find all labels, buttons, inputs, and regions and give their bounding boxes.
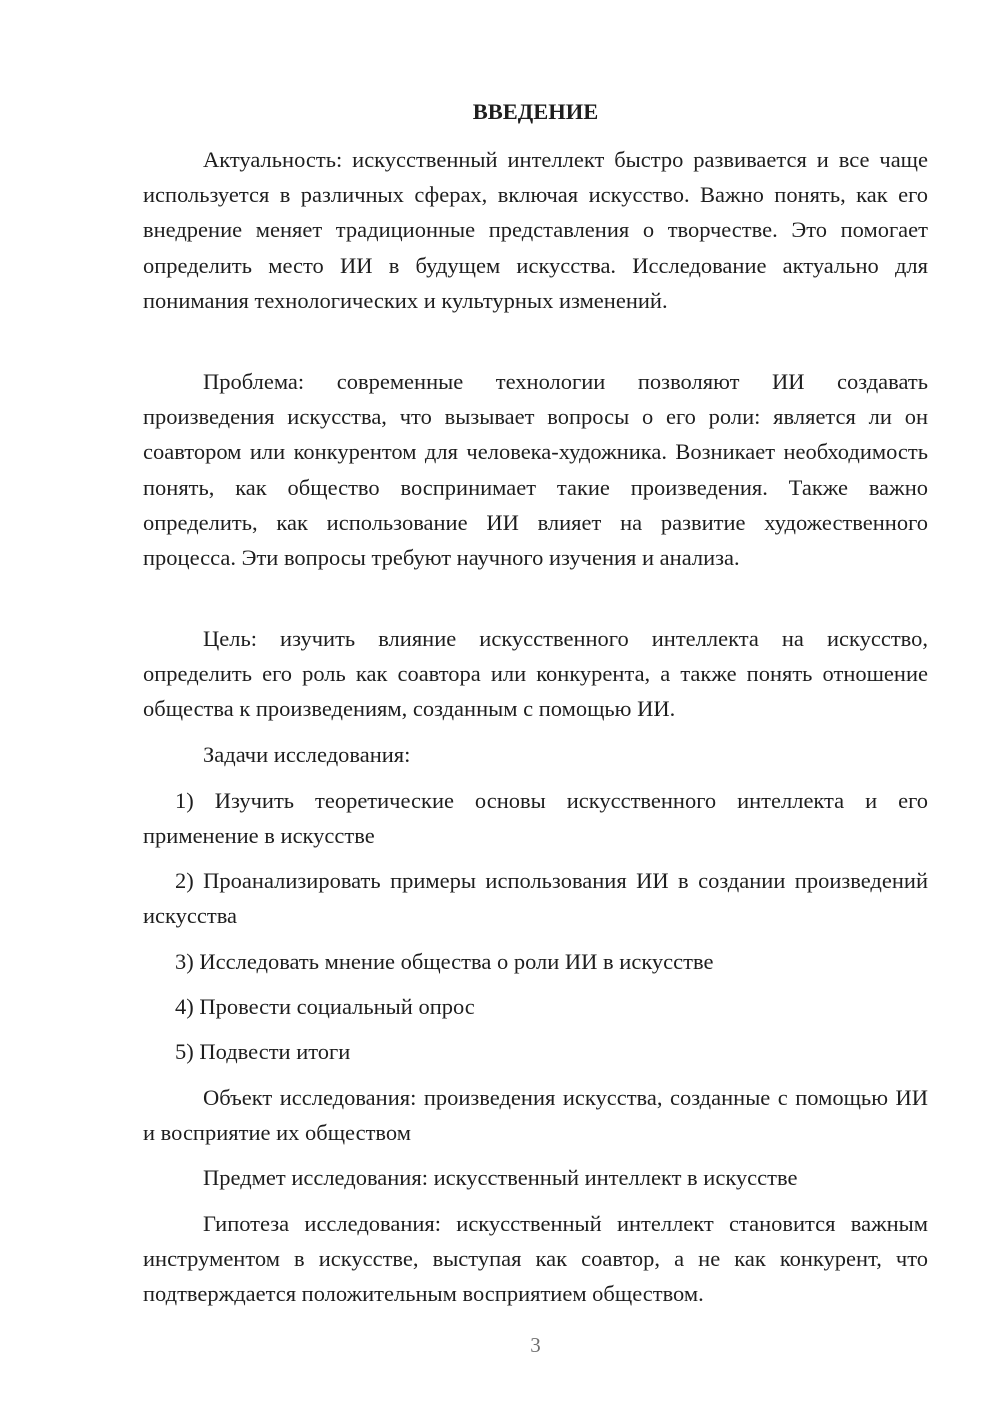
task-item-4: 4) Провести социальный опрос: [175, 994, 475, 1019]
tasks-heading: Задачи исследования:: [203, 742, 411, 767]
task-item-5: 5) Подвести итоги: [175, 1039, 351, 1064]
page-number: 3: [530, 1333, 541, 1357]
problem-paragraph: Проблема: современные технологии позволяют ИИ создавать произведения искусства, что вызывает вопросы о его роли: является ли он соавтором или конкурентом для человека-художника. Возникает необходимость понять, как общество воспринимает такие произведения. Также важно определить, как использование ИИ влияет на развитие художественного процесса. Эти вопросы требуют научного изучения и анализа.: [143, 369, 928, 571]
section-title: ВВЕДЕНИЕ: [472, 99, 599, 124]
subject-paragraph: Предмет исследования: искусственный интеллект в искусстве: [203, 1165, 798, 1190]
task-item-1: 1) Изучить теоретические основы искусственного интеллекта и его применение в искусстве: [143, 788, 928, 849]
task-item-2: 2) Проанализировать примеры использования ИИ в создании произведений искусства: [143, 868, 928, 929]
goal-paragraph: Цель: изучить влияние искусственного интеллекта на искусство, определить его роль как соавтора или конкурента, а также понять отношение общества к произведениям, созданным с помощью ИИ.: [143, 626, 928, 722]
task-item-3: 3) Исследовать мнение общества о роли ИИ в искусстве: [175, 949, 714, 974]
relevance-paragraph: Актуальность: искусственный интеллект быстро развивается и все чаще используется в различных сферах, включая искусство. Важно понять, как его внедрение меняет традиционные представления о творчестве. Это помогает определить место ИИ в будущем искусства. Исследование актуально для понимания технологических и культурных изменений.: [143, 147, 928, 313]
object-paragraph: Объект исследования: произведения искусства, созданные с помощью ИИ и восприятие их обществом: [143, 1085, 928, 1146]
hypothesis-paragraph: Гипотеза исследования: искусственный интеллект становится важным инструментом в искусстве, выступая как соавтор, а не как конкурент, что подтверждается положительным восприятием обществом.: [143, 1211, 928, 1307]
document-page: [143, 0, 928, 1414]
